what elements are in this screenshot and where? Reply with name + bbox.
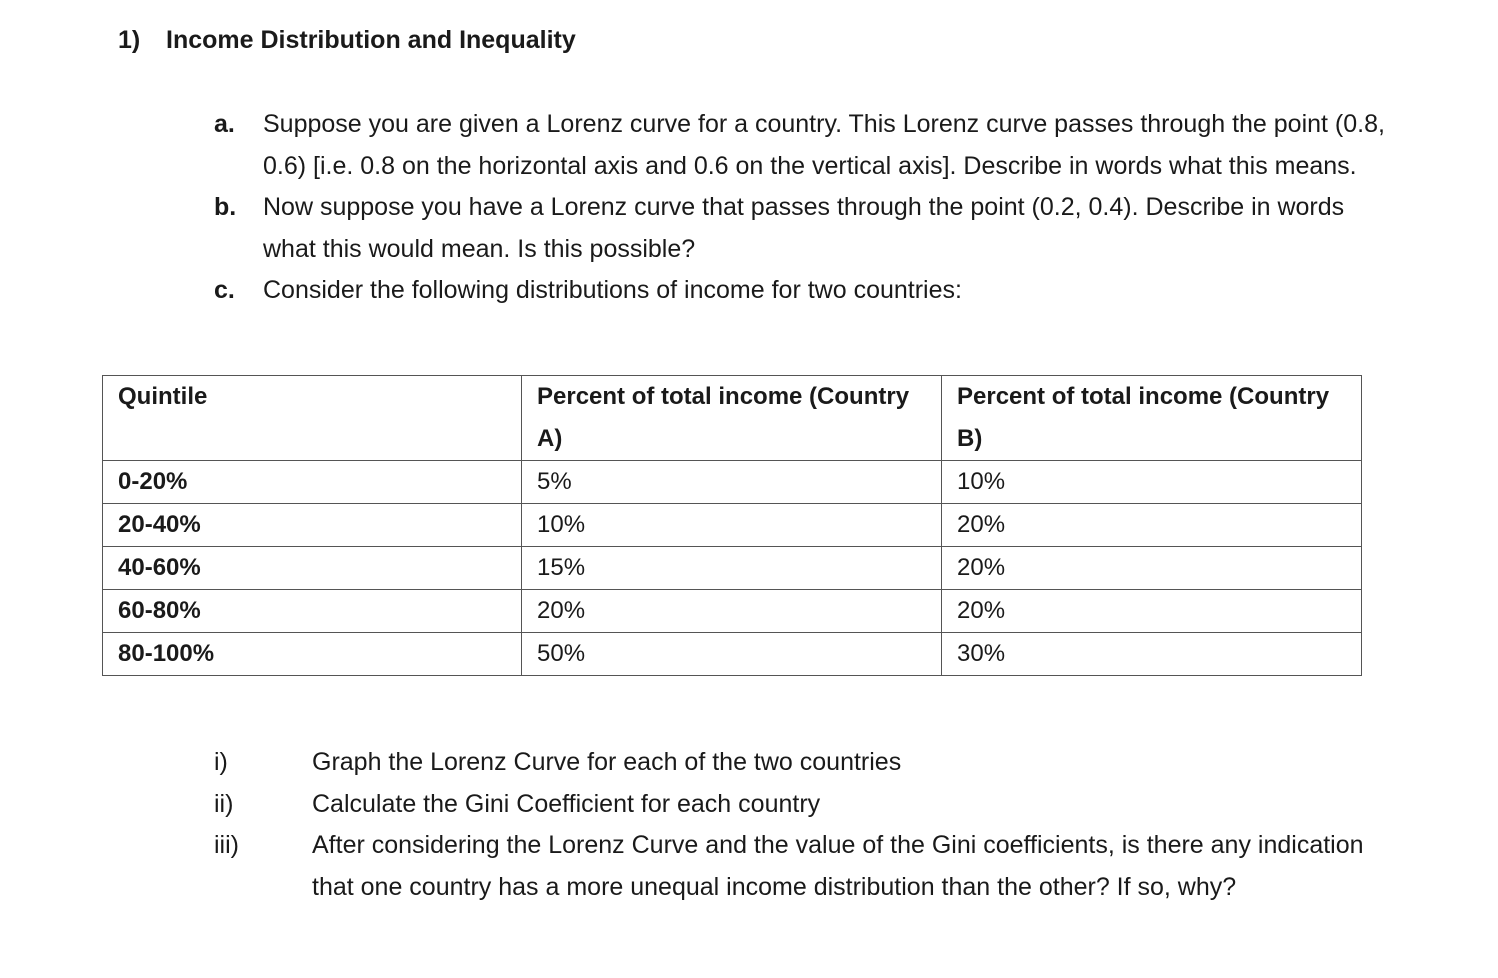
- country-a-cell: 5%: [522, 461, 942, 504]
- quintile-cell: 20-40%: [103, 504, 522, 547]
- question-text: Consider the following distributions of income for two countries:: [263, 276, 962, 304]
- country-b-cell: 30%: [942, 633, 1362, 676]
- quintile-cell: 40-60%: [103, 547, 522, 590]
- table-row: [103, 461, 1362, 504]
- question-b: [214, 187, 1394, 270]
- question-text: Now suppose you have a Lorenz curve that passes through the point (0.2, 0.4). Describe in words what this would mean. Is this possible?: [263, 193, 1345, 263]
- subquestion-label: iii): [214, 831, 239, 859]
- section-number: 1): [118, 26, 141, 54]
- subquestion-list: [214, 742, 1394, 908]
- subquestion-text: Graph the Lorenz Curve for each of the two countries: [312, 748, 902, 776]
- country-a-cell: 10%: [522, 504, 942, 547]
- quintile-cell: 0-20%: [103, 461, 522, 504]
- question-c: [214, 270, 1394, 312]
- question-list: [214, 104, 1394, 312]
- country-a-cell: 50%: [522, 633, 942, 676]
- country-b-cell: 10%: [942, 461, 1362, 504]
- country-b-cell: 20%: [942, 504, 1362, 547]
- country-b-cell: 20%: [942, 590, 1362, 633]
- income-distribution-table: [102, 375, 1362, 676]
- country-b-cell: 20%: [942, 547, 1362, 590]
- country-a-cell: 20%: [522, 590, 942, 633]
- country-a-cell: 15%: [522, 547, 942, 590]
- header-country-a: Percent of total income (Country A): [522, 376, 942, 461]
- quintile-cell: 80-100%: [103, 633, 522, 676]
- quintile-cell: 60-80%: [103, 590, 522, 633]
- subquestion-text: Calculate the Gini Coefficient for each country: [312, 789, 821, 818]
- question-label: c.: [214, 276, 235, 304]
- section-title: Income Distribution and Inequality: [166, 26, 576, 54]
- header-country-b: Percent of total income (Country B): [942, 376, 1362, 461]
- subquestion-label: i): [214, 748, 228, 776]
- question-a: [214, 104, 1394, 187]
- table-row: [103, 547, 1362, 590]
- subquestion-i: [214, 742, 1394, 784]
- table-row: [103, 633, 1362, 676]
- subquestion-label: ii): [214, 789, 234, 818]
- subquestion-text: After considering the Lorenz Curve and the value of the Gini coefficients, is there any indication that one country has a more unequal income distribution than the other? If so, why?: [312, 831, 1364, 901]
- question-text: Suppose you are given a Lorenz curve for a country. This Lorenz curve passes through the point (0.8, 0.6) [i.e. 0.8 on the horizontal axis and 0.6 on the vertical axis]. Describe in words what this means.: [263, 110, 1385, 180]
- header-quintile: Quintile: [103, 376, 522, 461]
- table-row: [103, 590, 1362, 633]
- subquestion-iii: [214, 825, 1394, 908]
- subquestion-ii: [214, 784, 1394, 826]
- table-header-row: [103, 376, 1362, 461]
- question-label: b.: [214, 193, 237, 221]
- question-label: a.: [214, 110, 235, 138]
- section-heading: [118, 24, 576, 56]
- table-row: [103, 504, 1362, 547]
